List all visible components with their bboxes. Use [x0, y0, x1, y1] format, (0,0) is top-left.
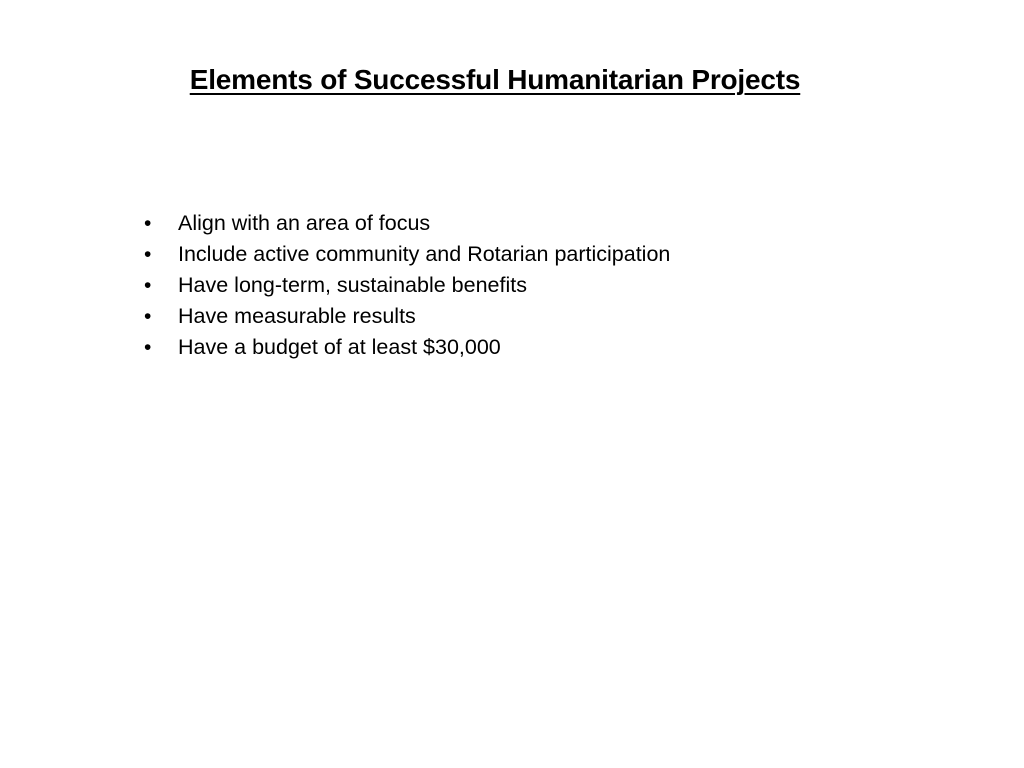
- bullet-icon: •: [144, 305, 152, 328]
- bullet-text: Have long-term, sustainable benefits: [178, 273, 527, 297]
- bullet-text: Include active community and Rotarian participation: [178, 242, 671, 266]
- bullet-text: Align with an area of focus: [178, 211, 431, 235]
- bullet-icon: •: [144, 336, 152, 359]
- bullet-text: Have a budget of at least $30,000: [178, 335, 501, 359]
- bullet-text: Have measurable results: [178, 304, 416, 328]
- list-item: [140, 332, 670, 363]
- bullet-icon: •: [144, 243, 152, 266]
- list-item: [140, 208, 670, 239]
- list-item: [140, 301, 670, 332]
- bullet-icon: •: [144, 212, 152, 235]
- bullet-icon: •: [144, 274, 152, 297]
- bullet-list: [140, 208, 670, 363]
- list-item: [140, 239, 670, 270]
- list-item: [140, 270, 670, 301]
- slide-title: Elements of Successful Humanitarian Projects: [189, 64, 801, 95]
